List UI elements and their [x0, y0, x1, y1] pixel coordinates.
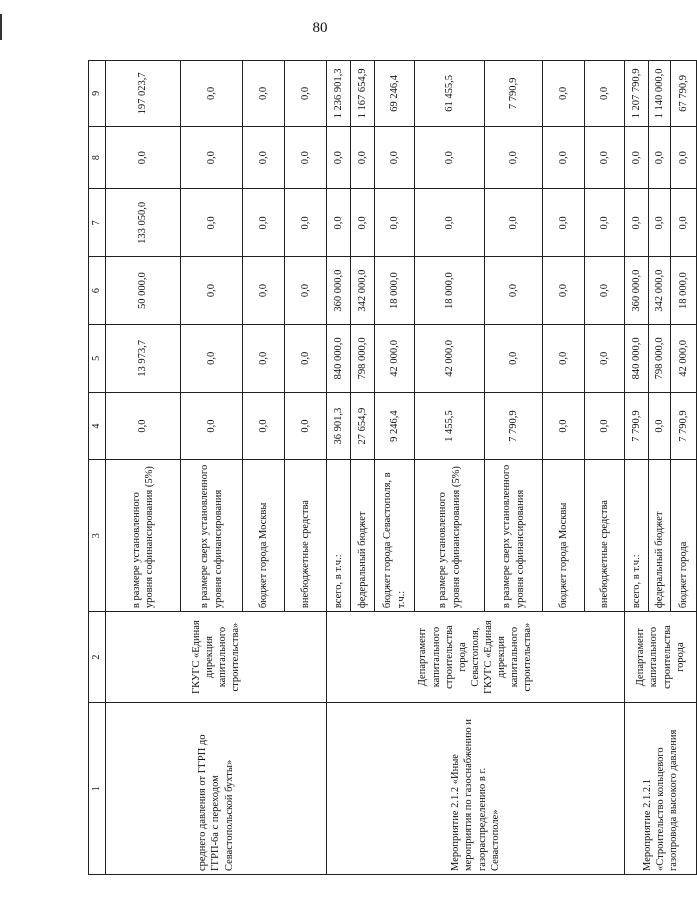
amount-cell: 0,0 — [327, 126, 351, 189]
amount-cell: 0,0 — [375, 126, 415, 189]
funding-source-cell: в размере сверх установленного уровня софинансирования — [485, 460, 543, 612]
amount-cell: 69 246,4 — [375, 61, 415, 127]
amount-cell: 0,0 — [285, 257, 327, 325]
header-cell: 9 — [89, 61, 106, 127]
amount-cell: 0,0 — [106, 126, 181, 189]
amount-cell: 0,0 — [243, 189, 285, 257]
amount-cell: 0,0 — [485, 324, 543, 392]
amount-cell: 0,0 — [585, 126, 625, 189]
amount-cell: 0,0 — [671, 189, 697, 257]
amount-cell: 42 000,0 — [415, 324, 485, 392]
rotated-table-wrapper — [88, 60, 689, 875]
amount-cell: 0,0 — [285, 126, 327, 189]
amount-cell: 0,0 — [649, 189, 671, 257]
header-cell: 6 — [89, 257, 106, 325]
amount-cell: 0,0 — [243, 126, 285, 189]
amount-cell: 0,0 — [285, 61, 327, 127]
header-cell: 1 — [89, 703, 106, 875]
amount-cell: 0,0 — [485, 126, 543, 189]
funding-source-cell: внебюджетные средства — [285, 460, 327, 612]
amount-cell: 342 000,0 — [351, 257, 375, 325]
amount-cell: 360 000,0 — [625, 257, 649, 325]
table-row — [327, 61, 351, 875]
amount-cell: 18 000,0 — [415, 257, 485, 325]
measure-cell: среднего давления от ГГРП до ГГРП-6а с переходом Севастопольской бухты» — [106, 703, 327, 875]
amount-cell: 7 790,9 — [485, 392, 543, 460]
measure-cell: Мероприятие 2.1.2.1 «Строительство кольцевого газопровода высокого давления — [625, 703, 697, 875]
executor-cell: Департамент капитального строительства города — [625, 612, 697, 703]
amount-cell: 7 790,9 — [485, 61, 543, 127]
amount-cell: 7 790,9 — [671, 392, 697, 460]
amount-cell: 0,0 — [585, 324, 625, 392]
amount-cell: 798 000,0 — [649, 324, 671, 392]
amount-cell: 0,0 — [485, 257, 543, 325]
amount-cell: 0,0 — [243, 257, 285, 325]
amount-cell: 0,0 — [649, 392, 671, 460]
amount-cell: 13 973,7 — [106, 324, 181, 392]
amount-cell: 1 140 000,0 — [649, 61, 671, 127]
funding-source-cell: бюджет города Севастополя, в т.ч.: — [375, 460, 415, 612]
amount-cell: 133 050,0 — [106, 189, 181, 257]
funding-source-cell: федеральный бюджет — [649, 460, 671, 612]
amount-cell: 0,0 — [375, 189, 415, 257]
funding-source-cell: бюджет города Москвы — [243, 460, 285, 612]
funding-source-cell: бюджет города Москвы — [543, 460, 585, 612]
amount-cell: 0,0 — [585, 189, 625, 257]
amount-cell: 42 000,0 — [375, 324, 415, 392]
amount-cell: 27 654,9 — [351, 392, 375, 460]
amount-cell: 67 790,9 — [671, 61, 697, 127]
header-row — [89, 61, 106, 875]
amount-cell: 0,0 — [327, 189, 351, 257]
amount-cell: 18 000,0 — [375, 257, 415, 325]
amount-cell: 798 000,0 — [351, 324, 375, 392]
funding-source-cell: всего, в т.ч.: — [625, 460, 649, 612]
amount-cell: 342 000,0 — [649, 257, 671, 325]
amount-cell: 0,0 — [106, 392, 181, 460]
amount-cell: 0,0 — [585, 392, 625, 460]
amount-cell: 0,0 — [285, 392, 327, 460]
amount-cell: 0,0 — [181, 392, 243, 460]
funding-source-cell: в размере установленного уровня софинансирования (5%) — [415, 460, 485, 612]
executor-cell: Департамент капитального строительства города Севастополя, ГКУГС «Единая дирекция капитального строительства» — [327, 612, 625, 703]
measure-cell: Мероприятие 2.1.2 «Иные мероприятия по газоснабжению и газораспределению в г. Севастополе» — [327, 703, 625, 875]
header-cell: 2 — [89, 612, 106, 703]
amount-cell: 0,0 — [181, 324, 243, 392]
amount-cell: 197 023,7 — [106, 61, 181, 127]
amount-cell: 0,0 — [243, 324, 285, 392]
header-cell: 5 — [89, 324, 106, 392]
amount-cell: 0,0 — [625, 189, 649, 257]
amount-cell: 0,0 — [243, 61, 285, 127]
amount-cell: 0,0 — [543, 324, 585, 392]
amount-cell: 840 000,0 — [327, 324, 351, 392]
header-cell: 4 — [89, 392, 106, 460]
amount-cell: 0,0 — [543, 392, 585, 460]
funding-source-cell: всего, в т.ч.: — [327, 460, 351, 612]
amount-cell: 0,0 — [671, 126, 697, 189]
funding-source-cell: в размере установленного уровня софинансирования (5%) — [106, 460, 181, 612]
amount-cell: 0,0 — [543, 61, 585, 127]
amount-cell: 1 207 790,9 — [625, 61, 649, 127]
amount-cell: 0,0 — [181, 189, 243, 257]
executor-cell: ГКУГС «Единая дирекция капитального строительства» — [106, 612, 327, 703]
amount-cell: 1 236 901,3 — [327, 61, 351, 127]
amount-cell: 0,0 — [543, 189, 585, 257]
amount-cell: 0,0 — [585, 61, 625, 127]
amount-cell: 0,0 — [351, 126, 375, 189]
amount-cell: 0,0 — [243, 392, 285, 460]
amount-cell: 42 000,0 — [671, 324, 697, 392]
table-row — [625, 61, 649, 875]
amount-cell: 0,0 — [181, 257, 243, 325]
amount-cell: 1 167 654,9 — [351, 61, 375, 127]
amount-cell: 0,0 — [485, 189, 543, 257]
page-number: 80 — [312, 20, 328, 36]
amount-cell: 7 790,9 — [625, 392, 649, 460]
amount-cell: 0,0 — [585, 257, 625, 325]
funding-source-cell: внебюджетные средства — [585, 460, 625, 612]
amount-cell: 0,0 — [181, 126, 243, 189]
amount-cell: 0,0 — [181, 61, 243, 127]
amount-cell: 9 246,4 — [375, 392, 415, 460]
funding-source-cell: бюджет города — [671, 460, 697, 612]
amount-cell: 18 000,0 — [671, 257, 697, 325]
header-cell: 3 — [89, 460, 106, 612]
amount-cell: 360 000,0 — [327, 257, 351, 325]
amount-cell: 0,0 — [415, 189, 485, 257]
amount-cell: 0,0 — [285, 189, 327, 257]
table-row — [106, 61, 181, 875]
amount-cell: 36 901,3 — [327, 392, 351, 460]
header-cell: 8 — [89, 126, 106, 189]
budget-table — [88, 60, 697, 875]
amount-cell: 50 000,0 — [106, 257, 181, 325]
funding-source-cell: в размере сверх установленного уровня софинансирования — [181, 460, 243, 612]
amount-cell: 840 000,0 — [625, 324, 649, 392]
amount-cell: 0,0 — [351, 189, 375, 257]
amount-cell: 0,0 — [649, 126, 671, 189]
amount-cell: 0,0 — [625, 126, 649, 189]
header-cell: 7 — [89, 189, 106, 257]
amount-cell: 0,0 — [415, 126, 485, 189]
amount-cell: 1 455,5 — [415, 392, 485, 460]
amount-cell: 61 455,5 — [415, 61, 485, 127]
amount-cell: 0,0 — [543, 126, 585, 189]
amount-cell: 0,0 — [285, 324, 327, 392]
amount-cell: 0,0 — [543, 257, 585, 325]
funding-source-cell: федеральный бюджет — [351, 460, 375, 612]
